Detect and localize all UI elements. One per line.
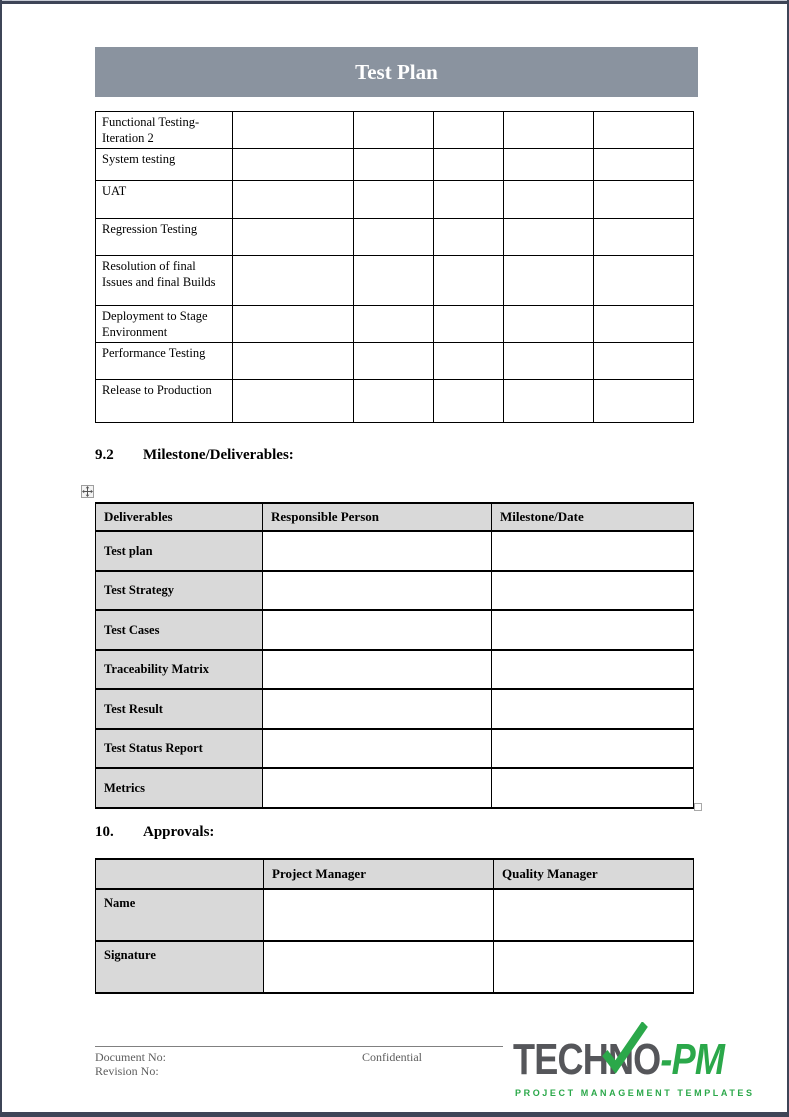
page-border-top (0, 1, 789, 4)
table-row (96, 343, 694, 380)
table-cell (233, 219, 354, 256)
table-cell (504, 219, 594, 256)
row-label: Functional Testing-Iteration 2 (96, 112, 233, 149)
table-cell (263, 650, 492, 689)
page-title: Test Plan (355, 59, 438, 84)
table-cell (494, 941, 694, 993)
table-cell (434, 112, 504, 149)
table-row (96, 256, 694, 306)
column-header (96, 859, 264, 889)
table-cell (354, 380, 434, 423)
milestones-table (95, 502, 694, 809)
table-cell (492, 729, 694, 768)
page-border-bottom (0, 1112, 789, 1117)
table-cell (594, 256, 694, 306)
approvals-table (95, 858, 694, 994)
row-label: Performance Testing (96, 343, 233, 380)
table-row (96, 380, 694, 423)
row-label: Test Strategy (96, 571, 263, 610)
table-cell (504, 256, 594, 306)
row-label: Name (96, 889, 264, 941)
table-row (96, 181, 694, 219)
section-title: Approvals: (143, 824, 215, 840)
document-no-label: Document No: (95, 1050, 166, 1064)
table-cell (263, 768, 492, 808)
table-row (96, 112, 694, 149)
table-cell (504, 306, 594, 343)
table-cell (354, 306, 434, 343)
section-title: Milestone/Deliverables: (143, 447, 294, 463)
section-heading-milestones (95, 447, 294, 464)
row-label: Regression Testing (96, 219, 233, 256)
section-heading-approvals (95, 824, 214, 841)
table-cell (492, 768, 694, 808)
table-cell (233, 112, 354, 149)
table-row (96, 768, 694, 808)
table-cell (233, 181, 354, 219)
column-header: Milestone/Date (492, 503, 694, 531)
table-cell (263, 689, 492, 729)
table-cell (504, 380, 594, 423)
row-label: Test Cases (96, 610, 263, 650)
column-header: Project Manager (264, 859, 494, 889)
table-cell (354, 219, 434, 256)
table-cell (434, 380, 504, 423)
table-cell (594, 149, 694, 181)
table-cell (594, 219, 694, 256)
table-cell (434, 256, 504, 306)
table-cell (354, 181, 434, 219)
table-header-row (96, 859, 694, 889)
row-label: Traceability Matrix (96, 650, 263, 689)
table-cell (594, 306, 694, 343)
title-bar (95, 47, 698, 97)
logo-tagline: PROJECT MANAGEMENT TEMPLATES (515, 1088, 755, 1098)
row-label: System testing (96, 149, 233, 181)
table-row (96, 729, 694, 768)
row-label: Resolution of final Issues and final Builds (96, 256, 233, 306)
table-cell (354, 343, 434, 380)
logo-text-pm: -PM (660, 1035, 725, 1084)
table-cell (263, 729, 492, 768)
row-label: UAT (96, 181, 233, 219)
table-cell (434, 306, 504, 343)
table-row (96, 941, 694, 993)
table-cell (492, 610, 694, 650)
table-cell (504, 181, 594, 219)
row-label: Test Status Report (96, 729, 263, 768)
table-cell (434, 181, 504, 219)
technopm-logo (513, 1035, 763, 1098)
table-cell (594, 112, 694, 149)
table-cell (233, 306, 354, 343)
table-cell (264, 889, 494, 941)
logo-text-no: NO (607, 1035, 661, 1084)
table-cell (354, 256, 434, 306)
checkmark-icon (601, 1022, 649, 1078)
table-cell (594, 380, 694, 423)
table-row (96, 571, 694, 610)
table-row (96, 650, 694, 689)
revision-no-label: Revision No: (95, 1064, 159, 1078)
table-cell (264, 941, 494, 993)
confidential-label: Confidential (362, 1050, 422, 1064)
table-cell (263, 531, 492, 571)
table-cell (492, 689, 694, 729)
column-header: Quality Manager (494, 859, 694, 889)
table-cell (492, 531, 694, 571)
table-resize-handle[interactable] (694, 803, 702, 811)
table-cell (233, 380, 354, 423)
row-label: Test plan (96, 531, 263, 571)
row-label: Signature (96, 941, 264, 993)
table-cell (354, 149, 434, 181)
table-cell (434, 219, 504, 256)
table-cell (233, 256, 354, 306)
section-number: 10. (95, 824, 114, 840)
table-cell (594, 343, 694, 380)
table-cell (494, 889, 694, 941)
table-row (96, 219, 694, 256)
column-header: Responsible Person (263, 503, 492, 531)
table-cell (504, 343, 594, 380)
row-label: Release to Production (96, 380, 233, 423)
table-cell (594, 181, 694, 219)
table-row (96, 149, 694, 181)
table-row (96, 689, 694, 729)
table-cell (233, 343, 354, 380)
table-row (96, 889, 694, 941)
row-label: Metrics (96, 768, 263, 808)
table-row (96, 610, 694, 650)
table-cell (263, 610, 492, 650)
table-cell (354, 112, 434, 149)
table-cell (263, 571, 492, 610)
table-header-row (96, 503, 694, 531)
table-cell (434, 343, 504, 380)
table-cell (492, 571, 694, 610)
table-cell (492, 650, 694, 689)
table-move-handle-icon[interactable] (81, 485, 94, 498)
footer-divider (95, 1046, 503, 1047)
table-row (96, 531, 694, 571)
logo-wordmark (513, 1035, 725, 1084)
column-header: Deliverables (96, 503, 263, 531)
move-arrows-icon (82, 486, 93, 497)
table-cell (434, 149, 504, 181)
table-row (96, 306, 694, 343)
section-number: 9.2 (95, 447, 114, 463)
table-cell (504, 149, 594, 181)
row-label: Deployment to Stage Environment (96, 306, 233, 343)
logo-text-tech: TECH (513, 1035, 608, 1084)
table-cell (504, 112, 594, 149)
table-cell (233, 149, 354, 181)
page-border-left (0, 0, 2, 1117)
row-label: Test Result (96, 689, 263, 729)
test-schedule-table (95, 111, 694, 423)
